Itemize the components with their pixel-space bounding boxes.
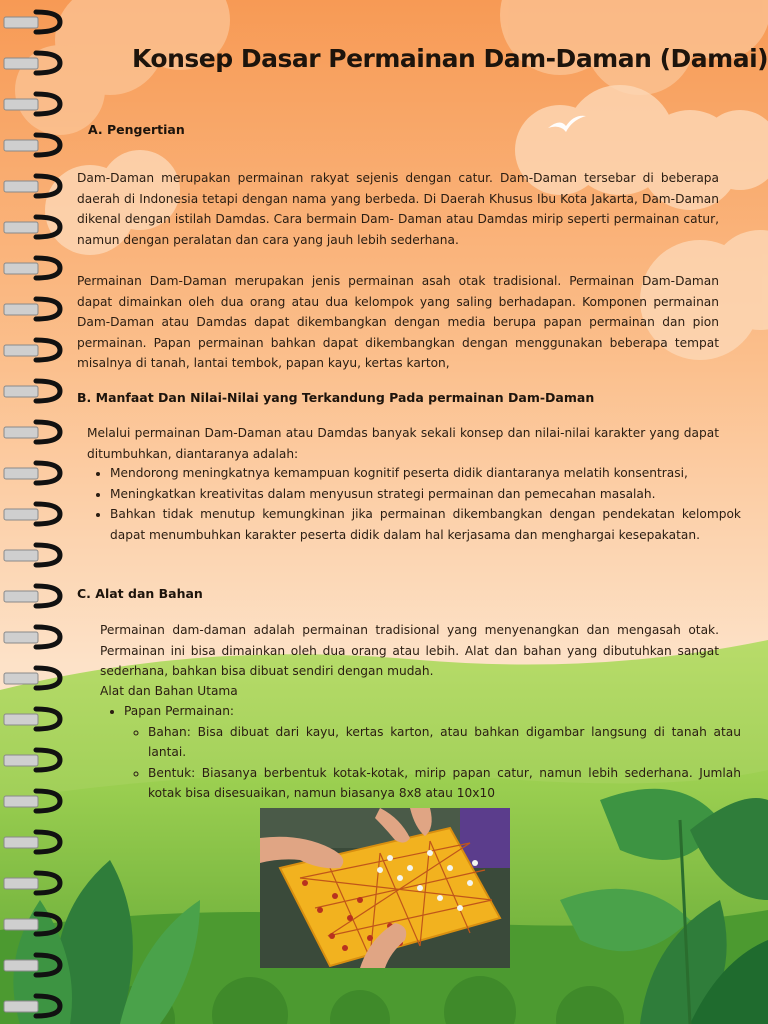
spiral-ring — [4, 135, 60, 155]
spiral-ring — [4, 955, 60, 975]
spiral-ring — [4, 791, 60, 811]
section-c-subheading: Alat dan Bahan Utama — [100, 684, 238, 698]
section-c-heading: C. Alat dan Bahan — [77, 586, 203, 601]
spiral-ring — [4, 668, 60, 688]
dam-daman-photo — [260, 808, 510, 968]
list-item: • Bahkan tidak menutup kemungkinan jika permainan dikembangkan dengan pendekatan kelompok dapat menumbuhkan karakter peserta didik dalam hal kerjasama dan menghargai kesepakatan. — [110, 504, 741, 545]
spiral-ring — [4, 873, 60, 893]
list-item: • Mendorong meningkatnya kemampuan kognitif peserta didik diantaranya melatih konsentrasi, — [110, 463, 741, 484]
spiral-ring — [4, 340, 60, 360]
page-title: Konsep Dasar Permainan Dam-Daman (Damai) — [132, 44, 768, 73]
list-item: ◦ Bahan: Bisa dibuat dari kayu, kertas karton, atau bahkan digambar langsung di tanah atau lantai. — [148, 722, 741, 763]
section-a-paragraph-2: Permainan Dam-Daman merupakan jenis permainan asah otak tradisional. Permainan Dam-Daman dapat dimainkan oleh dua orang atau dua kelompok yang saling berhadapan. Komponen permainan Dam-Daman atau Damdas dapat dikembangkan dengan media berupa papan permainan dan pion permainan. Papan permainan bahkan dapat dikembangkan dengan menggunakan beberapa tempat misalnya di tanah, lantai tembok, papan kayu, kertas karton, — [77, 274, 719, 370]
section-a-heading: A. Pengertian — [88, 122, 185, 137]
spiral-ring — [4, 545, 60, 565]
spiral-ring — [4, 217, 60, 237]
section-b-bullet-list — [88, 463, 741, 545]
spiral-ring — [4, 381, 60, 401]
spiral-binding — [0, 0, 70, 1024]
spiral-ring — [4, 504, 60, 524]
spiral-ring — [4, 422, 60, 442]
list-item: ◦ Bentuk: Biasanya berbentuk kotak-kotak, mirip papan catur, namun lebih sederhana. Jumlah kotak bisa disesuaikan, namun biasanya 8x8 atau 10x10 — [148, 763, 741, 804]
spiral-ring — [4, 750, 60, 770]
list-item — [124, 701, 741, 804]
list-item: • Meningkatkan kreativitas dalam menyusun strategi permainan dan pemecahan masalah. — [110, 484, 741, 505]
spiral-ring — [4, 176, 60, 196]
spiral-ring — [4, 832, 60, 852]
section-c-subitem-list — [124, 722, 741, 804]
spiral-ring — [4, 258, 60, 278]
spiral-ring — [4, 463, 60, 483]
spiral-ring — [4, 709, 60, 729]
spiral-ring — [4, 914, 60, 934]
list-item-label: Papan Permainan: — [124, 704, 235, 718]
section-a-paragraph-1: Dam-Daman merupakan permainan rakyat sejenis dengan catur. Dam-Daman tersebar di beberapa daerah di Indonesia tetapi dengan nama yang berbeda. Di Daerah Khusus Ibu Kota Jakarta, Dam-Daman dikenal dengan istilah Damdas. Cara bermain Dam- Daman atau Damdas mirip seperti permainan catur, namun dengan peralatan dan cara yang jauh lebih sederhana. — [77, 171, 719, 247]
section-c-intro: Permainan dam-daman adalah permainan tradisional yang menyenangkan dan mengasah otak. Permainan ini bisa dimainkan oleh dua orang atau lebih. Alat dan bahan yang dibutuhkan sangat sederhana, bahkan bisa dibuat sendiri dengan mudah. — [100, 623, 719, 678]
spiral-ring — [4, 12, 60, 32]
spiral-ring — [4, 586, 60, 606]
section-b-intro: Melalui permainan Dam-Daman atau Damdas banyak sekali konsep dan nilai-nilai karakter yang dapat ditumbuhkan, diantaranya adalah: — [87, 426, 719, 461]
spiral-ring — [4, 996, 60, 1016]
spiral-ring — [4, 627, 60, 647]
section-b-heading: B. Manfaat Dan Nilai-Nilai yang Terkandung Pada permainan Dam-Daman — [77, 390, 595, 405]
spiral-ring — [4, 299, 60, 319]
section-c-item-list — [102, 701, 741, 804]
spiral-ring — [4, 94, 60, 114]
spiral-ring — [4, 53, 60, 73]
